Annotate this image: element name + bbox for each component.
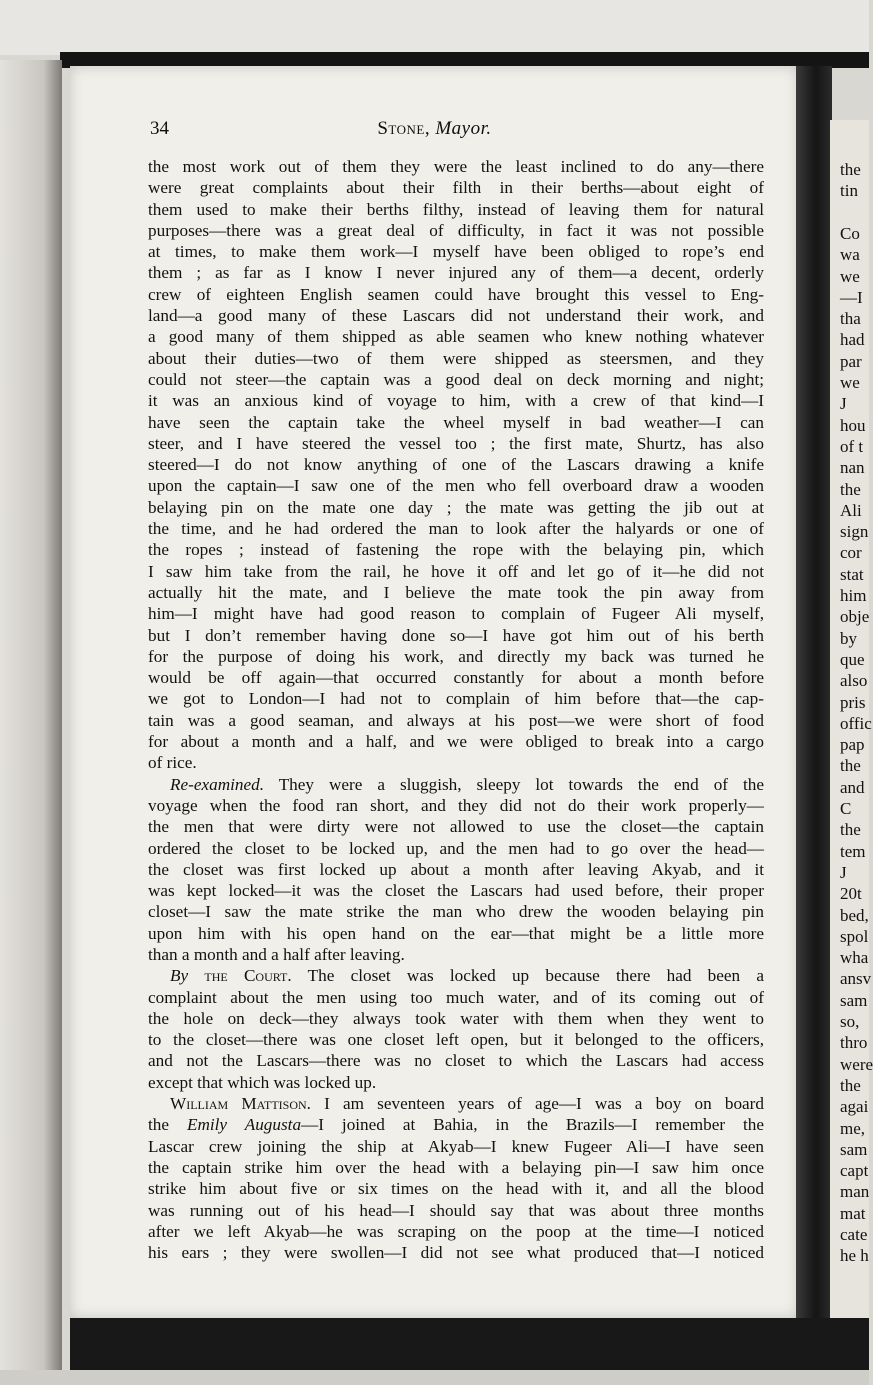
facing-page-text: wa bbox=[840, 245, 860, 265]
facing-page-text: thro bbox=[840, 1033, 868, 1053]
book-gutter bbox=[796, 66, 832, 1324]
facing-page-text: of t bbox=[840, 436, 864, 456]
facing-page-text: Co bbox=[840, 223, 860, 243]
text-line: than a month and a half after leaving. bbox=[148, 944, 405, 964]
facing-page-text: hou bbox=[840, 415, 866, 435]
facing-page-text: were bbox=[840, 1054, 873, 1074]
text-line: it was an anxious kind of voyage to him, with a crew of that kind—I bbox=[148, 391, 764, 411]
facing-page-text: cate bbox=[840, 1225, 868, 1244]
text-line: after we left Akyab—he was scraping on the poop at the time—I noticed bbox=[148, 1221, 764, 1241]
text-line: but I don’t remember having done so—I have got him out of his berth bbox=[148, 625, 764, 645]
text-line: him—I might have had good reason to complain of Fugeer Ali myself, bbox=[148, 604, 764, 624]
facing-page-text: and bbox=[840, 777, 865, 797]
text-line: Lascar crew joining the ship at Akyab—I knew Fugeer Ali—I have seen bbox=[148, 1136, 764, 1156]
text-line: the captain strike him over the head with a belaying pin—I saw him once bbox=[148, 1157, 764, 1177]
mattison-first-text: I am seventeen years of age—I was a boy on board bbox=[324, 1094, 764, 1114]
reexamined-first-text: They were a sluggish, sleepy lot towards the end of the bbox=[278, 774, 764, 794]
mattison-first-line bbox=[148, 1093, 764, 1114]
court-label: the Court. bbox=[204, 966, 292, 986]
testimony-paragraph bbox=[148, 156, 764, 774]
text-line: strike him about five or six times on the head with it, and all the blood bbox=[148, 1179, 764, 1199]
facing-page-text: Ali bbox=[840, 500, 862, 520]
facing-page-text: we bbox=[840, 266, 860, 286]
facing-page-text: sam bbox=[840, 1139, 868, 1159]
facing-page-text: stat bbox=[840, 564, 864, 584]
ship-name: Emily Augusta bbox=[186, 1115, 302, 1135]
facing-page-text: obje bbox=[840, 607, 870, 627]
court-first-line bbox=[148, 965, 764, 986]
text-line: we got to London—I had not to complain of him before that—the cap- bbox=[148, 689, 764, 709]
facing-page-text: had bbox=[840, 330, 865, 350]
facing-page-text: nan bbox=[840, 458, 865, 478]
text-line: steered—I do not know anything of one of the Lascars drawing a knife bbox=[148, 455, 764, 475]
text-line: belaying pin on the mate one day ; the mate was getting the jib out at bbox=[148, 497, 764, 517]
facing-page-text: offic bbox=[840, 713, 872, 733]
text-line: for about a month and a half, and we were obliged to break into a cargo bbox=[148, 732, 764, 752]
scan-top-margin bbox=[0, 0, 869, 55]
text-line: the men that were dirty were not allowed to use the closet—the captain bbox=[148, 817, 764, 837]
text-line: was kept locked—it was the closet the Lascars had used before, their proper bbox=[148, 881, 764, 901]
text-line: upon the captain—I saw one of the men who fell overboard draw a wooden bbox=[148, 476, 764, 496]
text-line: upon him with his open hand on the ear—that might be a little more bbox=[148, 923, 764, 943]
facing-page-text: the bbox=[840, 1075, 861, 1095]
facing-page-text: so, bbox=[840, 1012, 860, 1031]
text-line: actually hit the mate, and I believe the mate took the pin away from bbox=[148, 582, 764, 602]
text-line: have seen the captain take the wheel myself in bad weather—I can bbox=[148, 412, 764, 432]
facing-page-text: capt bbox=[840, 1161, 869, 1181]
facing-page-text: ansv bbox=[840, 969, 872, 989]
facing-page-text: cor bbox=[840, 543, 862, 563]
facing-page-text: the bbox=[840, 756, 861, 776]
text-line: the most work out of them they were the least inclined to do any—there bbox=[148, 157, 764, 176]
text-line: about their duties—two of them were shipped as steersmen, and they bbox=[148, 348, 764, 368]
facing-page-text: he h bbox=[840, 1246, 869, 1266]
mattison-second-line bbox=[148, 1114, 764, 1135]
text-line: voyage when the food ran short, and they did not do their work properly— bbox=[148, 795, 764, 815]
text-line: the hole on deck—they always took water with them when they went to bbox=[148, 1008, 764, 1028]
court-first-text: The closet was locked up because there had been a bbox=[307, 966, 764, 986]
text-line: the ropes ; instead of fastening the rope with the belaying pin, which bbox=[148, 540, 764, 560]
court-label-by: By bbox=[170, 966, 189, 986]
text-line: complaint about the men using too much water, and of its coming out of bbox=[148, 987, 764, 1007]
facing-page-text: —I bbox=[840, 287, 863, 307]
facing-page-text: the bbox=[840, 160, 861, 179]
facing-page-fragment bbox=[830, 120, 873, 1320]
facing-page-text: J bbox=[840, 862, 847, 882]
text-line: them used to make their berths filthy, instead of leaving them for natural bbox=[148, 199, 764, 219]
facing-page-text: me, bbox=[840, 1118, 866, 1138]
running-head-name: Stone, bbox=[377, 118, 431, 139]
text-line: his ears ; they were swollen—I did not see what produced that—I noticed bbox=[148, 1243, 764, 1263]
facing-page-text: mat bbox=[840, 1203, 866, 1223]
text-line: at times, to make them work—I myself have been obliged to rope’s end bbox=[148, 242, 764, 262]
facing-page-text: tha bbox=[840, 309, 861, 329]
text-line: land—a good many of these Lascars did not understand their work, and bbox=[148, 306, 764, 326]
reexamined-first-line bbox=[148, 774, 764, 795]
text-line: a good many of them shipped as able seamen who knew nothing whatever bbox=[148, 327, 764, 347]
text-line: could not steer—the captain was a good deal on deck morning and night; bbox=[148, 369, 764, 389]
facing-page-text: sam bbox=[840, 990, 868, 1010]
running-head-role: Mayor. bbox=[435, 118, 492, 139]
page-number: 34 bbox=[150, 118, 169, 139]
facing-page-text: spol bbox=[840, 926, 869, 946]
text-line: and not the Lascars—there was no closet to which the Lascars had access bbox=[148, 1051, 764, 1071]
text-line: of rice. bbox=[148, 753, 197, 773]
scan-bottom-margin bbox=[0, 1370, 869, 1385]
facing-page-text: pris bbox=[840, 692, 866, 712]
facing-page-text: tin bbox=[840, 181, 858, 201]
book-bottom-edge bbox=[70, 1318, 869, 1370]
facing-page-text: also bbox=[840, 671, 868, 691]
facing-page-text: the bbox=[840, 479, 861, 499]
text-line: the time, and he had ordered the man to look after the halyards or one of bbox=[148, 519, 764, 539]
text-line: for the purpose of doing his work, and directly my back was turned he bbox=[148, 646, 764, 666]
text-line: except that which was locked up. bbox=[148, 1072, 377, 1092]
reexamined-paragraph bbox=[148, 795, 764, 965]
witness-name: William Mattison. bbox=[170, 1094, 311, 1114]
facing-page-text: J bbox=[840, 394, 847, 414]
facing-page-text: him bbox=[840, 586, 867, 605]
running-head bbox=[0, 118, 869, 140]
facing-page-text: par bbox=[840, 351, 862, 371]
facing-page-text: que bbox=[840, 649, 865, 669]
facing-page-text: pap bbox=[840, 735, 865, 755]
text-line: was running out of his head—I should say that was about three months bbox=[148, 1200, 764, 1220]
facing-page-text: the bbox=[840, 820, 861, 840]
text-line: the closet was first locked up about a month after leaving Akyab, and it bbox=[148, 859, 764, 879]
scan-left-margin bbox=[0, 60, 62, 1385]
facing-page-text: we bbox=[840, 373, 860, 392]
text-line: ordered the closet to be locked up, and the men had to go over the head— bbox=[148, 838, 764, 858]
facing-page-text: 20t bbox=[840, 884, 862, 904]
text-line: them ; as far as I know I never injured any of them—a decent, orderly bbox=[148, 263, 764, 283]
text-line: steer, and I have steered the vessel too ; the first mate, Shurtz, has also bbox=[148, 433, 764, 453]
facing-page-text: C bbox=[840, 799, 852, 818]
text-line: crew of eighteen English seamen could have brought this vessel to Eng- bbox=[148, 284, 764, 304]
text-line: purposes—there was a great deal of difficulty, in fact it was not possible bbox=[148, 220, 764, 240]
facing-page-text: bed, bbox=[840, 905, 869, 925]
text-line: tain was a good seaman, and always at his post—we were short of food bbox=[148, 710, 764, 730]
text-line: I saw him take from the rail, he hove it off and let go of it—he did not bbox=[148, 561, 764, 581]
facing-page-text: man bbox=[840, 1182, 870, 1202]
text-line: would be off again—that occurred constantly for about a month before bbox=[148, 668, 764, 688]
facing-page-text: by bbox=[840, 628, 857, 648]
facing-page-text: sign bbox=[840, 522, 869, 542]
mattison-line2-post: —I joined at Bahia, in the Brazils—I remember the bbox=[301, 1115, 764, 1135]
court-paragraph bbox=[148, 987, 764, 1093]
page-text bbox=[148, 156, 764, 1263]
text-line: closet—I saw the mate strike the man who drew the wooden belaying pin bbox=[148, 902, 764, 922]
text-line: were great complaints about their filth in their berths—about eight of bbox=[148, 178, 764, 198]
mattison-paragraph bbox=[148, 1136, 764, 1264]
mattison-line2-pre: the bbox=[148, 1115, 169, 1135]
reexamined-label: Re-examined. bbox=[170, 774, 265, 794]
facing-page-text: tem bbox=[840, 841, 866, 861]
facing-page-text: agai bbox=[840, 1097, 869, 1117]
facing-page-text: wha bbox=[840, 948, 869, 968]
text-line: to the closet—there was one closet left open, but it belonged to the officers, bbox=[148, 1030, 764, 1050]
